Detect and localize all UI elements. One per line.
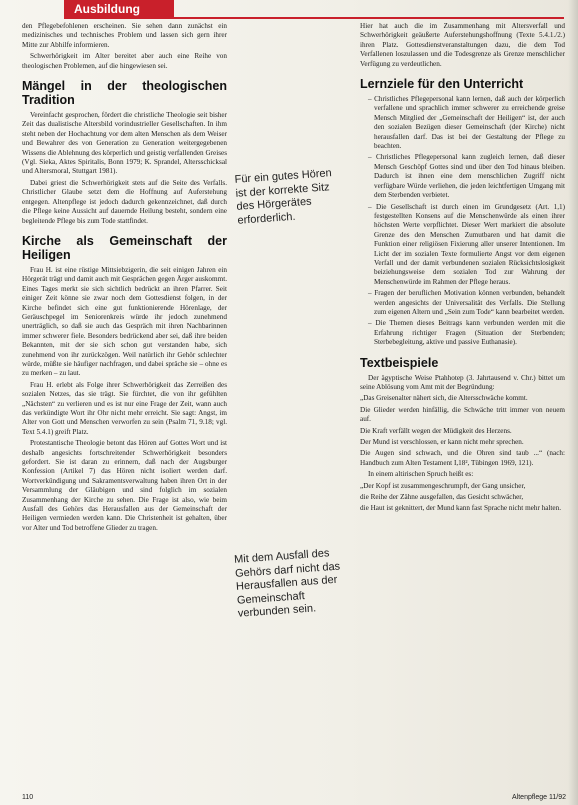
intro-paragraph: den Pflegebefohlenen erscheinen. Sie sehen dann zunächst ein medizinisches und technisches Problem und lassen sich gern ihrer Mitte zur Abhilfe informieren. — [22, 22, 227, 49]
pull-quote-hearing-aid: Für ein gutes Hören ist der korrekte Sitz des Hörgerätes erforderlich. — [234, 167, 333, 227]
quote-line: „Das Greisenalter nähert sich, die Altersschwäche kommt. — [360, 394, 528, 403]
journal-name: Altenpflege 11/92 — [512, 794, 566, 801]
body-paragraph: Protestantische Theologie betont das Hören auf Gottes Wort und ist deshalb angesichts fortschreitender Schwerhörigkeit besonders gefordert. Sie ist daran zu erinnern, daß nach der Augsburger Konfession (Artikel 7) das Hören nicht isoliert werden darf. Wortverkündigung und Sakramentsverwaltung haben ihren Ort in der Versammlung der Gläubigen und sind folglich im sozialen Zusammenhang der Kirche zu sehen. Die Frage ist also, wie beim Ausfall des Gehörs das Herausfallen aus der Gemeinschaft der Heiligen vermieden werden kann. Die Christenheit ist gehalten, über vor Alter und Tod betroffene Glieder zu tragen. — [22, 439, 227, 532]
pull-quote-community: Mit dem Ausfall des Gehörs darf nicht das Herausfallen aus der Gemeinschaft verbunden sein. — [233, 547, 341, 620]
heading-learning-goals: Lernziele für den Unterricht — [360, 77, 524, 92]
quote-line: die Reihe der Zähne ausgefallen, das Gesicht schwächer, — [360, 493, 524, 502]
body-paragraph: Frau H. erlebt als Folge ihrer Schwerhörigkeit das Zerreißen des sozialen Netzes, das sie trägt. Sie fürchtet, die von ihr gefühlten „Nächsten“ zu verlieren und es ist nur eine Frage der Zeit, wann auch das verkündigte Wort ihr Ohr nicht mehr erreicht. Sie sagt: Angst, im Alter von Gott und Menschen verworfen zu sein (Psalm 71, 9.18; vgl. Text 5.4.1) greift Platz. — [22, 380, 227, 436]
quote-line: Der Mund ist verschlossen, er kann nicht mehr sprechen. — [360, 438, 524, 447]
heading-theological-tradition: Mängel in der theologischen Tradition — [22, 79, 227, 108]
page-fold-shadow — [568, 0, 578, 805]
section-tab: Ausbildung — [64, 0, 174, 18]
body-paragraph: Der ägyptische Weise Ptahhotep (3. Jahrtausend v. Chr.) bittet um seine Ablösung vom Amt mit der Begründung: — [360, 373, 565, 391]
heading-church-community: Kirche als Gemeinschaft der Heiligen — [22, 233, 227, 262]
list-item: – Christliches Pflegepersonal kann zugleich lernen, daß dieser Mensch Geschöpf Gottes sind und über den Tod hinaus bleiben. Dadurch ist ihnen eine dem menschlichen Zugriff nicht verfügbare Würde verliehen, die jeden leichtfertigen Umgang mit dem Sterbenden verbietet. — [368, 153, 565, 200]
list-item: – Christliches Pflegepersonal kann lernen, daß auch der körperlich verfallene und sprachlich immer schwerer zu erreichende greise Mensch Mitglied der „Gemeinschaft der Heiligen“ ist, der auch den sozialen Bezügen dieser Gemeinschaft (der Kirche) nicht herausfallen darf. Das ist bei der Gestaltung der Pflege zu beachten. — [368, 95, 565, 151]
quote-line: Die Glieder werden hinfällig, die Schwäche tritt immer von neuem auf. — [360, 405, 565, 424]
quote-line: Die Augen sind schwach, und die Ohren sind taub ...“ (nach: Handbuch zum Alten Testament I,18², Tübingen 1969, 121). — [360, 449, 565, 467]
body-paragraph: Dabei griest die Schwerhörigkeit stets auf die Seite des Verfalls. Christlicher Glaube setzt dem die Hoffnung auf Auferstehung entgegen. Altenpflege ist jedoch dadurch gekennzeichnet, daß durch die Pflege keine Aussicht auf dauernde Heilung besteht, sondern eine begleitende Pflege bis zum Tode stattfindet. — [22, 178, 227, 225]
list-item: – Die Themen dieses Beitrags kann verbunden werden mit die Erfahrung richtiger Fragen (Situation der Sterbenden; Sterbebegleitung, aktive und passive Euthanasie). — [368, 319, 565, 347]
list-item: – Fragen der beruflichen Motivation können verbunden, behandelt werden angesichts der Universalität des Verfalls. Die Stellung zum eigenen Altern und „Sein zum Tode“ kann bearbeitet werden. — [368, 289, 565, 317]
quote-line: die Haut ist geknittert, der Mund kann fast Sprache nicht mehr halten. — [360, 504, 561, 513]
quote-line: „Der Kopf ist zusammengeschrumpft, der Gang unsicher, — [360, 481, 526, 490]
list-item: – Die Gesellschaft ist durch einen im Grundgesetz (Art. 1,1) festgestellten Konsens auf die Menschenwürde als einen ihrer höchsten Werte verpflichtet. Dieser Wert markiert die absolute Grenze des den Menschen Zumutbaren und hat damit die Funktion einer religiösen Fixierung aller unserer Intentionen. Im Licht der im sozialen Texte formulierte Angst vor dem eigenen Verfall und der damit verbundenen sozialen Rücksichtslosigkeit beiziehungsweise dem sozialen Tod zur Wahrung der Menschenwürde im Rahmen der Pflege heraus. — [368, 203, 565, 288]
page-number: 110 — [22, 794, 34, 801]
body-paragraph: In einem altirischen Spruch heißt es: — [368, 470, 474, 479]
left-column — [22, 22, 227, 535]
right-column — [360, 22, 565, 516]
body-paragraph: Vereinfacht gesprochen, fördert die christliche Theologie seit bisher Zeit das dualistische Altersbild vorindustrieller Gesellschaften. In ihm steht neben der Hochachtung vor dem alten Menschen als dem Weiser und Bewahrer des von Generation zu Generation weitergegebenen Wissens die Ablehnung des körperlich und geistig verfallenden Greises (Vgl. Sieka, Aktes Spiritalis, Bonn 1979; K. Sprandel, Altersschicksal und Altersmoral, Stuttgart 1981). — [22, 111, 227, 176]
learning-goals-list — [360, 95, 565, 348]
header-rule — [64, 17, 564, 19]
body-paragraph: Frau H. ist eine rüstige Mittsiebzigerin, die seit einigen Jahren ein Hörgerät trägt und damit auch mit Gesprächen gegen Ärger auskommt. Eines Tages merkt sie sich sichtlich bedrückt an ihren Pfarrer. Seit einiger Zeit könne sie zwar noch dem Gottesdienst folgen, in der Kirche befindet sich eine gut funktionierende Hörenlage, der Geräuschpegel im Seniorenkreis würde ihr jedoch zunehmend unerträglich, so daß sie auch das Gespräch mit ihren Nachbarinnen immer schwerer fiele. Besonders bedrückend aber sei, daß ihre beiden Bekannten, mit der sie sich schon gut verstanden habe, sich zunehmend von ihr zurückzögen. Weil natürlich ihr Gehör schlechter würde, müßte sie häufiger nachfragen, und dabei spräche sie – ohne es zu merken – zu laut. — [22, 265, 227, 378]
intro-paragraph: Schwerhörigkeit im Alter bereitet aber auch eine Reihe von theologischen Problemen, auf die hingewiesen sei. — [22, 52, 227, 70]
quote-line: Die Kraft verfällt wegen der Müdigkeit des Herzens. — [360, 426, 512, 435]
heading-text-examples: Textbeispiele — [360, 355, 439, 370]
intro-paragraph: Hier hat auch die im Zusammenhang mit Altersverfall und Schwerhörigkeit geäußerte Auferstehungshoffnung (Texte 5.4.1./2.) ihren Platz. Gottesdienstveranstaltungen dazu, die dem Tod Verfallenen loszulassen und die Todesgrenze als Grenze menschlicher Verfügung zu verdeutlichen. — [360, 22, 565, 68]
